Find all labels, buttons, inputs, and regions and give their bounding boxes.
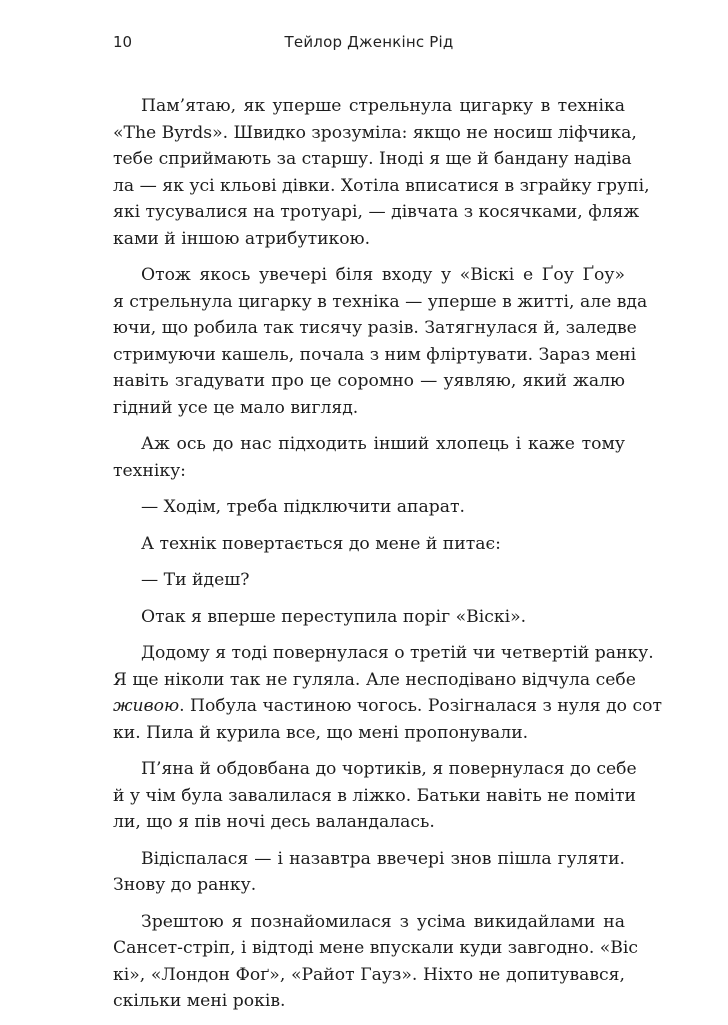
page-number: 10 <box>113 33 133 51</box>
text-line: Додому я тоді повернулася о третій чи четвертій ранку. <box>141 643 654 663</box>
text-line: гідний усе це мало вигляд. <box>113 397 359 418</box>
text-line-rest: . Побула частиною чогось. Розігналася з нуля до сот <box>179 696 662 716</box>
paragraph <box>113 262 648 421</box>
text-line: ла — як усі кльові дівки. Хотіла вписатися в зграйку групі, <box>113 175 650 196</box>
text-line: Отож якось увечері біля входу у «Віскі е Ґоу Ґоу» <box>141 265 625 285</box>
text-line: «The Byrds». Швидко зрозуміла: якщо не носиш ліфчика, <box>113 122 637 143</box>
paragraph <box>113 93 650 252</box>
text-line: ки. Пила й курила все, що мені пропонували. <box>113 722 529 743</box>
paragraph <box>113 604 625 631</box>
dialogue-line <box>113 494 625 521</box>
text-line: Отак я вперше переступила поріг «Віскі». <box>141 606 527 627</box>
text-line: ли, що я пів ночі десь валандалась. <box>113 812 435 832</box>
paragraph <box>113 431 625 484</box>
paragraph <box>113 909 639 1015</box>
text-line: Сансет-стріп, і відтоді мене впускали куди завгодно. «Віс <box>113 938 639 958</box>
text-line: ючи, що робила так тисячу разів. Затягнулася й, заледве <box>113 318 637 338</box>
text-line: — Ходім, треба підключити апарат. <box>141 497 465 517</box>
author-header: Тейлор Дженкінс Рід <box>284 33 454 51</box>
text-line <box>113 693 662 720</box>
body-text <box>113 93 662 1025</box>
text-line: Пам’ятаю, як уперше стрельнула цигарку в техніка <box>141 96 625 116</box>
dialogue-line <box>113 567 625 594</box>
text-line: Відіспалася — і назавтра ввечері знов пішла гуляти. <box>141 848 625 869</box>
paragraph <box>113 846 625 899</box>
running-header <box>113 33 625 55</box>
text-line: скільки мені років. <box>113 991 286 1011</box>
text-line: Зрештою я познайомилася з усіма викидайлами на <box>141 911 625 932</box>
text-line: А технік повертається до мене й питає: <box>141 533 501 554</box>
text-line: навіть згадувати про це соромно — уявляю, який жалю <box>113 371 625 391</box>
text-line: які тусувалися на тротуарі, — дівчата з косячками, фляж <box>113 202 640 222</box>
text-line: стримуючи кашель, почала з ним фліртувати. Зараз мені <box>113 344 637 365</box>
text-line: техніку: <box>113 460 186 481</box>
text-line: Я ще ніколи так не гуляла. Але несподівано відчула себе <box>113 669 636 690</box>
text-line: Аж ось до нас підходить інший хлопець і каже тому <box>141 434 625 454</box>
text-line: — Ти йдеш? <box>141 570 250 590</box>
text-line: й у чім була завалилася в ліжко. Батьки навіть не поміти <box>113 785 637 806</box>
italic-word: живою <box>113 696 180 716</box>
text-line: кі», «Лондон Фоґ», «Райот Гауз». Ніхто не допитувався, <box>113 964 625 985</box>
text-line: П’яна й обдовбана до чортиків, я повернулася до себе <box>141 759 637 779</box>
paragraph <box>113 640 662 746</box>
paragraph <box>113 756 637 836</box>
text-line: ками й іншою атрибутикою. <box>113 228 371 249</box>
paragraph <box>113 531 625 558</box>
text-line: тебе сприймають за старшу. Іноді я ще й бандану надіва <box>113 149 632 169</box>
text-line: Знову до ранку. <box>113 875 257 895</box>
text-line: я стрельнула цигарку в техніка — уперше в житті, але вда <box>113 291 648 312</box>
